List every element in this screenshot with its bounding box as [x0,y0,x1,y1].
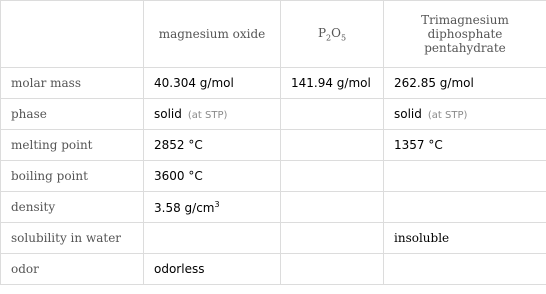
table-row [1,223,546,254]
cell-value: solid (at STP) [144,99,281,130]
header-row [1,1,546,68]
row-label-phase: phase [1,99,144,130]
cell-value: 141.94 g/mol [281,68,384,99]
header-p2o5: $P_2O_5$ [281,1,384,68]
stp-note: (at STP) [427,110,468,121]
stp-note: (at STP) [187,110,228,121]
cell-value: 2852 °C [144,130,281,161]
cell-value: insoluble [384,223,546,254]
header-trimagnesium-diphosphate-pentahydrate: Trimagnesium diphosphate pentahydrate [384,1,546,68]
cell-value [384,254,546,285]
header-empty [1,1,144,68]
cell-value [281,223,384,254]
cell-value [281,161,384,192]
cell-value [144,223,281,254]
row-label-molar-mass: molar mass [1,68,144,99]
cell-value: solid (at STP) [384,99,546,130]
cell-value: 262.85 g/mol [384,68,546,99]
row-label-melting-point: melting point [1,130,144,161]
cell-value: 1357 °C [384,130,546,161]
cell-value: 40.304 g/mol [144,68,281,99]
table-row [1,68,546,99]
cell-value [384,192,546,223]
table-row [1,254,546,285]
cell-value: odorless [144,254,281,285]
cell-value: 3.58 $g/cm^3$ [144,192,281,223]
cell-value [281,254,384,285]
row-label-odor: odor [1,254,144,285]
cell-value: 3600 °C [144,161,281,192]
cell-value [384,161,546,192]
table-row [1,130,546,161]
cell-value [281,99,384,130]
cell-value [281,130,384,161]
table-row [1,192,546,223]
cell-value [281,192,384,223]
row-label-boiling-point: boiling point [1,161,144,192]
row-label-solubility-in-water: solubility in water [1,223,144,254]
header-magnesium-oxide: magnesium oxide [144,1,281,68]
row-label-density: density [1,192,144,223]
table-row [1,99,546,130]
table-row [1,161,546,192]
